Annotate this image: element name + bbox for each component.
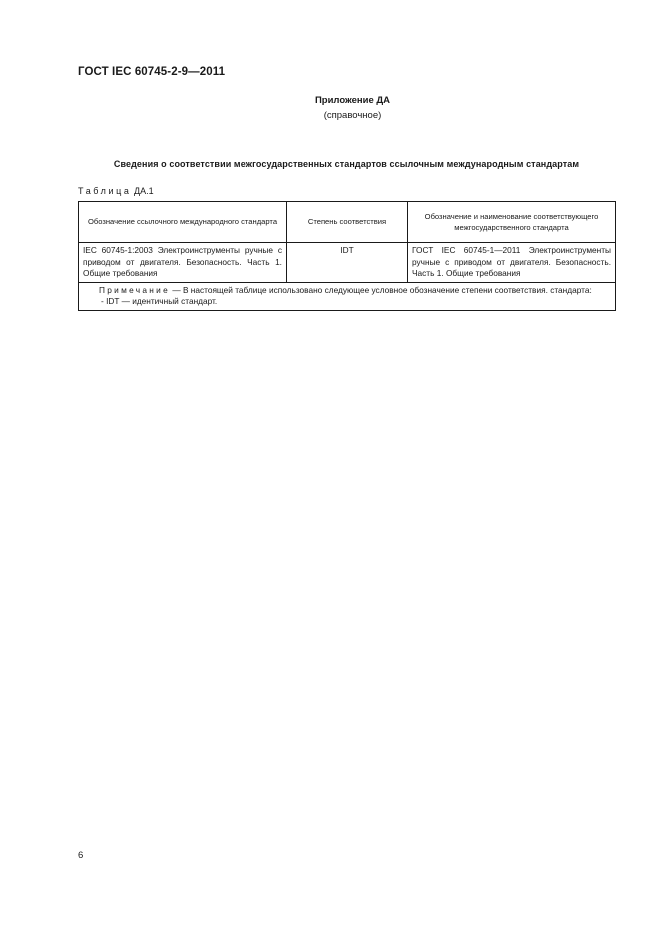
table-label-number: ДА.1	[131, 186, 154, 196]
table-header-row	[79, 202, 616, 243]
document-code: ГОСТ IEC 60745-2-9—2011	[78, 66, 226, 78]
cell-degree: IDT	[287, 243, 408, 283]
table-note-row	[79, 282, 616, 310]
table-label-prefix: Таблица	[78, 186, 132, 196]
note-label: Примечание	[99, 284, 171, 295]
table-row	[79, 243, 616, 283]
page-number: 6	[78, 850, 84, 861]
annex-title: Приложение ДА	[314, 95, 391, 106]
header-degree: Степень соответствия	[287, 202, 408, 243]
correspondence-table	[78, 201, 616, 311]
note-body: — В настоящей таблице использовано следующее условное обозначение степени соответствия. стандарта:	[170, 284, 592, 295]
annex-kind: (справочное)	[323, 110, 382, 121]
header-international-standard: Обозначение ссылочного международного стандарта	[79, 202, 287, 243]
note-item: - IDT — идентичный стандарт.	[101, 296, 218, 306]
table-label	[78, 186, 154, 196]
header-interstate-standard: Обозначение и наименование соответствующего межгосударственного стандарта	[408, 202, 616, 243]
cell-international-standard: IEC 60745-1:2003 Электроинструменты ручные с приводом от двигателя. Безопасность. Часть 1. Общие требования	[79, 243, 287, 283]
note-text	[83, 285, 611, 297]
section-title: Сведения о соответствии межгосударственных стандартов ссылочным международным стандартам	[113, 159, 580, 169]
cell-interstate-standard: ГОСТ IEC 60745-1—2011 Электроинструменты ручные с приводом от двигателя. Безопасность. Часть 1. Общие требования	[408, 243, 616, 283]
table-note	[79, 282, 616, 310]
